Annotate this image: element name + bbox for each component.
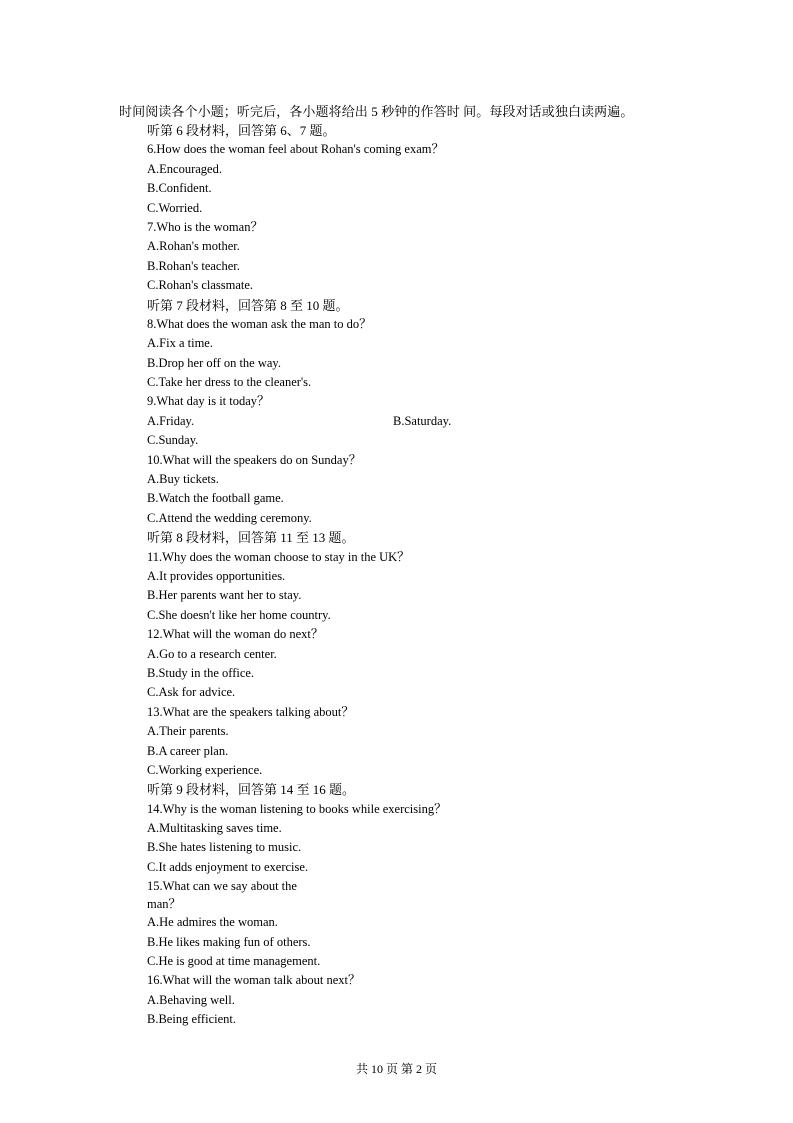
option-10c: C.Attend the wedding ceremony.: [147, 510, 312, 525]
option-9c: C.Sunday.: [147, 433, 199, 448]
question-16: 16.What will the woman talk about next？: [147, 973, 361, 988]
option-10b: B.Watch the football game.: [147, 491, 284, 506]
option-6c: C.Worried.: [147, 200, 203, 215]
option-10a: A.Buy tickets.: [147, 472, 219, 487]
question-9: 9.What day is it today？: [147, 394, 270, 409]
option-9b: B.Saturday.: [393, 413, 452, 428]
option-7a: A.Rohan's mother.: [147, 239, 240, 254]
option-14a: A.Multitasking saves time.: [147, 821, 282, 836]
option-15a: A.He admires the woman.: [147, 915, 278, 930]
question-15-cont: man？: [147, 897, 182, 912]
question-11: 11.Why does the woman choose to stay in the UK？: [147, 549, 410, 564]
question-10: 10.What will the speakers do on Sunday？: [147, 452, 362, 467]
option-15c: C.He is good at time management.: [147, 954, 321, 969]
option-12a: A.Go to a research center.: [147, 646, 277, 661]
option-7c: C.Rohan's classmate.: [147, 278, 254, 293]
option-11b: B.Her parents want her to stay.: [147, 588, 302, 603]
option-12c: C.Ask for advice.: [147, 685, 236, 700]
option-13a: A.Their parents.: [147, 724, 229, 739]
section-heading: 听第 6 段材料，回答第 6、7 题。: [147, 123, 336, 138]
question-15: 15.What can we say about the: [147, 879, 297, 894]
option-row-9ab: [147, 412, 707, 431]
instructions-text: 时间阅读各个小题；听完后，各小题将给出 5 秒钟的作答时 间。每段对话或独白读两遍。: [119, 104, 634, 119]
option-13c: C.Working experience.: [147, 762, 263, 777]
section-heading: 听第 9 段材料，回答第 14 至 16 题。: [147, 782, 356, 798]
option-12b: B.Study in the office.: [147, 665, 255, 680]
question-7: 7.Who is the woman？: [147, 219, 263, 234]
question-14: 14.Why is the woman listening to books while exercising？: [147, 801, 447, 816]
question-12: 12.What will the woman do next？: [147, 627, 324, 642]
option-13b: B.A career plan.: [147, 743, 229, 758]
option-6b: B.Confident.: [147, 181, 212, 196]
option-8c: C.Take her dress to the cleaner's.: [147, 375, 312, 390]
option-6a: A.Encouraged.: [147, 161, 222, 176]
question-13: 13.What are the speakers talking about？: [147, 704, 354, 719]
section-heading: 听第 7 段材料，回答第 8 至 10 题。: [147, 297, 349, 313]
question-6: 6.How does the woman feel about Rohan's coming exam？: [147, 142, 444, 157]
option-16b: B.Being efficient.: [147, 1012, 236, 1027]
option-15b: B.He likes making fun of others.: [147, 934, 311, 949]
option-16a: A.Behaving well.: [147, 992, 235, 1007]
option-9a: A.Friday.: [147, 413, 195, 428]
option-11c: C.She doesn't like her home country.: [147, 607, 331, 622]
option-8b: B.Drop her off on the way.: [147, 355, 281, 370]
option-11a: A.It provides opportunities.: [147, 568, 286, 583]
option-14b: B.She hates listening to music.: [147, 840, 302, 855]
questions-content: [147, 121, 707, 1030]
question-8: 8.What does the woman ask the man to do？: [147, 316, 372, 331]
option-7b: B.Rohan's teacher.: [147, 258, 240, 273]
page-footer: 共 10 页 第 2 页: [355, 1062, 437, 1076]
section-heading: 听第 8 段材料，回答第 11 至 13 题。: [147, 530, 355, 546]
option-14c: C.It adds enjoyment to exercise.: [147, 859, 309, 874]
option-8a: A.Fix a time.: [147, 336, 213, 351]
